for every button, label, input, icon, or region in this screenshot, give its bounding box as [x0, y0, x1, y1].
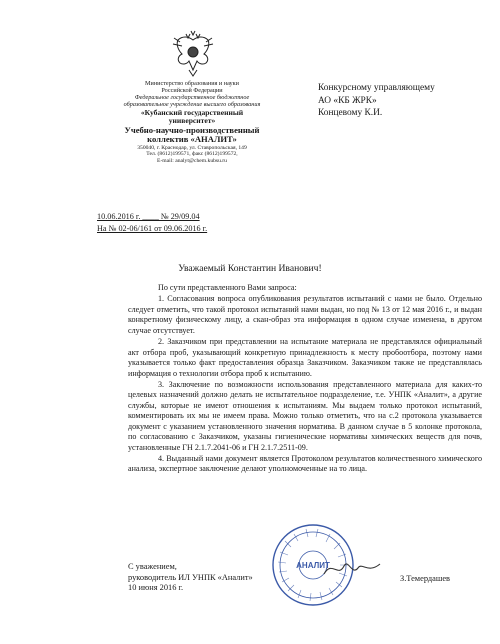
university-line-1: «Кубанский государственный: [140, 107, 244, 117]
addressee-line-3: Концевому К.И.: [318, 108, 383, 119]
body-paragraph: По сути представленного Вами запроса:: [158, 283, 297, 292]
collective-line-1: Учебно-научно-производственный: [124, 124, 260, 135]
closing-regards: С уважением,: [128, 562, 177, 571]
addressee-line-2: АО «КБ ЖРК»: [318, 95, 377, 106]
incoming-reference: [97, 224, 207, 233]
incoming-reference-text: На № 02-06/161 от 09.06.2016 г.: [97, 224, 208, 233]
body-paragraph: 4. Выданный нами документ является Протоколом результатов количественного химического анализа, экспертное заключение делают уполномоченные на то лица.: [128, 454, 482, 474]
body-paragraph: 1. Согласования вопроса опубликования результатов испытаний с нами не было. Отдельно следует отметить, что такой протокол испытаний нами выдан, но под № 13 от 12 мая 2016 г., и выдан конкретному физическому лицу, а скан-образ эта информация в одном случае изменена, в другом случае отсутствует.: [128, 294, 482, 335]
coat-of-arms-icon: [172, 30, 214, 78]
phone-line: Тел. (8612)199571, факс (8612)199572,: [146, 151, 238, 158]
collective-line-2: коллектив «АНАЛИТ»: [147, 134, 237, 145]
addressee-block: [318, 82, 488, 120]
address-line: 350040, г. Краснодар, ул. Ставропольская, 149: [137, 145, 247, 151]
signatory-name: З.Темердашев: [400, 574, 450, 583]
letter-body: [128, 283, 482, 476]
university-line-2: университет»: [168, 116, 216, 126]
institution-line-2: образовательное учреждение высшего образования: [123, 100, 261, 108]
closing-date: 10 июня 2016 г.: [128, 583, 184, 592]
ministry-line-1: Министерство образования и науки: [145, 80, 239, 87]
stamp-center-text: АНАЛИТ: [296, 561, 330, 570]
signature-scribble: [322, 556, 382, 580]
email-line: E-mail: analyt@chem.kubsu.ru: [157, 157, 227, 164]
letterhead: [92, 81, 292, 164]
outgoing-reference: [97, 212, 200, 221]
body-paragraph: 2. Заказчиком при представлении на испытание материала не представлялся официальный акт отбора проб, указывающий конкретную принадлежность к месту пробоотбора, поэтому нами указывается только факт предоставления образца Заказчиком. Заказчиком также не представлялась информация о технологии отбора проб к испытанию.: [128, 337, 482, 378]
institution-line-1: Федеральное государственное бюджетное: [134, 93, 250, 101]
salutation: Уважаемый Константин Иванович!: [178, 263, 322, 274]
closing-position: руководитель ИЛ УНПК «Аналит»: [128, 572, 253, 582]
outgoing-reference-text: 10.06.2016 г. ____ № 29/09.04: [97, 212, 200, 221]
ministry-line-2: Российской Федерации: [161, 86, 223, 94]
body-paragraph: 3. Заключение по возможности использования представленного материала для каких-то целевых назначений должно делать не испытательное подразделение, т.е. УНПК «Аналит», а другие службы, которые не имеют отношения к испытаниям. Мы выдаем только протокол испытаний, комментировать их мы не имеем права. Можно только отметить, что на с.2 протокола указывается документ с указанием установленного значения норматива. В данном случае в 5 колонке протокола, по согласованию с Заказчиком, указаны гигиенические нормативы химических веществ для почв, установленные ГН 2.1.7.2041-06 и ГН 2.1.7.2511-09.: [128, 379, 482, 452]
addressee-line-1: Конкурсному управляющему: [318, 83, 435, 93]
closing-block: [128, 562, 488, 594]
